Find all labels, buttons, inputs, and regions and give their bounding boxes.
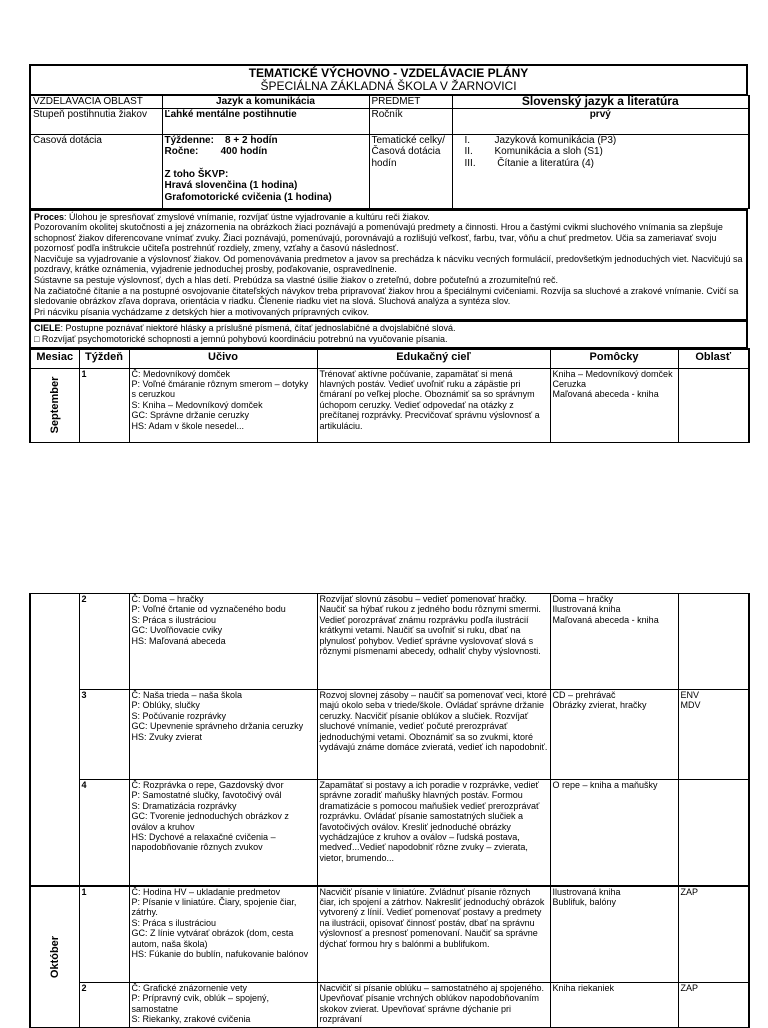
table-row <box>30 780 749 886</box>
ciel-cell: Rozvoj slovnej zásoby – naučiť sa pomenovať veci, ktoré majú okolo seba v triede/škole. Ovládať správne držanie ceruzky. Nacvičiť písanie oblúkov a slučiek. Rozvíjať sluchové vnímanie, vedieť počuté prerozprávať jednoduchými vetami. Oboznámiť sa so zvukmi, ktoré vydávajú známe domáce zvieratá, vedieť ich napodobniť. <box>317 690 550 780</box>
unit-item: I. Jazyková komunikácia (P3) <box>464 134 617 146</box>
proces-section <box>29 209 748 321</box>
ciel-cell: Nacvičiť písanie v liniatúre. Zvládnuť písanie rôznych čiar, ich spojení a zátrhov. Nakresliť jednoduchý obrázok vytvorený z línií. Vedieť pomenovať postavy a predmety na ilustrácii, opisovať činnosť postáv, dbať na správnu výslovnosť a presnosť pomenovaní. Naučiť sa správne dýchať formou hry s balónmi a bublifukom. <box>317 886 550 983</box>
week-cell: 2 <box>79 594 129 690</box>
ciele-line: □ Rozvíjať psychomotorické schopnosti a jemnú pohybovú koordináciu potrebnú na vyučovanie písania. <box>34 334 448 345</box>
area-value: Jazyk a komunikácia <box>162 96 369 109</box>
ciel-cell: Trénovať aktívne počúvanie, zapamätať si mená hlavných postáv. Vedieť uvoľniť ruku a zápästie pri čmáraní po veľkej ploche. Oboznámiť sa so správnym úchopom ceruzky. Vedieť odpovedať na otázky z prečítanej rozprávky. Precvičovať správnu výslovnosť a artikuláciu. <box>317 368 550 442</box>
info-table <box>29 95 750 209</box>
time-label: Časová dotácia <box>30 134 162 208</box>
oblast-cell <box>678 780 749 886</box>
time-yearly: Ročne: 400 hodín <box>164 146 268 157</box>
oblast-cell: ENV MDV <box>678 690 749 780</box>
ucivo-cell: Č: Hodina HV – ukladanie predmetov P: Písanie v liniatúre. Čiary, spojenie čiar, zátrhy. S: Práca s ilustráciou GC: Z línie vytvárať obrázok (dom, cesta autom, naša škola) HS: Fúkanie do bublín, nafukovanie balónov <box>129 886 317 983</box>
oblast-cell <box>678 594 749 690</box>
subject-label: PREDMET <box>369 96 452 109</box>
grade-value: prvý <box>452 108 749 134</box>
subject-value: Slovenský jazyk a literatúra <box>452 96 749 109</box>
unit-item: III. Čítanie a literatúra (4) <box>464 157 594 169</box>
skvp-item-2: Grafomotorické cvičenia (1 hodina) <box>164 191 332 203</box>
document-header <box>29 64 748 95</box>
week-cell: 1 <box>79 886 129 983</box>
col-month: Mesiac <box>30 349 79 369</box>
level-value: Ľahké mentálne postihnutie <box>162 108 369 134</box>
oblast-cell <box>678 368 749 442</box>
table-row <box>30 690 749 780</box>
ucivo-cell: Č: Rozprávka o repe, Gazdovský dvor P: Samostatné slučky, ľavotočivý ovál S: Dramatizácia rozprávky GC: Tvorenie jednoduchých obrázkov z oválov a kruhov HS: Dychové a relaxačné cvičenia – napodobňovanie rôznych zvukov <box>129 780 317 886</box>
ucivo-cell: Č: Doma – hračky P: Voľné črtanie od vyznačeného bodu S: Práca s ilustráciou GC: Uvoľňovacie cviky HS: Maľovaná abeceda <box>129 594 317 690</box>
month-cell <box>30 368 79 442</box>
pomocky-cell: Kniha riekaniek <box>550 983 678 1028</box>
proces-line: Na začiatočné čítanie a na postupné osvojovanie čitateľských návykov treba pripravovať žiakov hrou a špeciálnymi cvičeniami. Rozvíja sa sluchové a zrakové vnímanie. Cvičí sa sledovanie obrázkov zľava doprava, orientácia v riadku. Členenie riadku viet na slová. Sluchová analýza a syntéza slov. <box>34 285 739 307</box>
week-cell: 2 <box>79 983 129 1028</box>
plan-page-2 <box>29 593 748 1028</box>
ciel-cell: Nacvičiť si písanie oblúku – samostatného aj spojeného. Upevňovať písanie vrchných oblúkov napodobňovaním skokov zvierat. Upevňovať správne dýchanie pri rozprávaní <box>317 983 550 1028</box>
oblast-cell: ZAP <box>678 983 749 1028</box>
table-row <box>30 594 749 690</box>
proces-line: Pri nácviku písania vychádzame z detských hier a motivovaných prípravných cvikov. <box>34 306 369 317</box>
proces-label: Proces <box>34 211 65 222</box>
pomocky-cell: Kniha – Medovníkový domček Ceruzka Maľovaná abeceda - kniha <box>550 368 678 442</box>
month-label: Október <box>48 935 61 978</box>
oblast-cell: ZAP <box>678 886 749 983</box>
skvp-title: Z toho ŠKVP: <box>164 168 229 180</box>
col-ucivo: Učivo <box>129 349 317 369</box>
col-week: Týždeň <box>79 349 129 369</box>
ciele-line: : Postupne poznávať niektoré hlásky a príslušné písmená, čítať jednoslabičné a dvojslabičné slová. <box>60 323 456 334</box>
week-cell: 4 <box>79 780 129 886</box>
skvp-item-1: Hravá slovenčina (1 hodina) <box>164 180 298 191</box>
proces-line: : Úlohou je spresňovať zmyslové vnímanie, rozvíjať ústne vyjadrovanie a kultúru reči žiakov. <box>64 211 430 222</box>
school-name: ŠPECIÁLNA ZÁKLADNÁ ŠKOLA V ŽARNOVICI <box>260 79 517 93</box>
ciel-cell: Rozvíjať slovnú zásobu – vedieť pomenovať hračky. Naučiť sa hýbať rukou z jedného bodu rôznymi smermi. Vedieť porozprávať známu rozprávku podľa ilustrácií krátkymi vetami. Naučiť sa uvoľniť si ruku, dbať na plynulosť pohybov. Vedieť správne vyslovovať slová s rôznymi písmenami abecedy, odhaliť chyby výslovnosti. <box>317 594 550 690</box>
grade-label: Ročník <box>369 108 452 134</box>
ucivo-cell: Č: Grafické znázornenie vety P: Prípravný cvik, oblúk – spojený, samostatne S: Riekanky, zrakové cvičenia <box>129 983 317 1028</box>
proces-line: Sústavne sa pestuje výslovnosť, dych a hlas detí. Prebúdza sa vlastné úsilie žiakov o zreteľnú, dobre počuteľnú a zrozumiteľnú reč. <box>34 275 559 286</box>
col-oblast: Oblasť <box>678 349 749 369</box>
pomocky-cell: CD – prehrávač Obrázky zvierat, hračky <box>550 690 678 780</box>
col-pomocky: Pomôcky <box>550 349 678 369</box>
ciele-label: CIELE <box>34 323 61 334</box>
unit-item: II. Komunikácia a sloh (S1) <box>464 146 603 157</box>
ucivo-cell: Č: Medovníkový domček P: Voľné čmáranie rôznym smerom – dotyky s ceruzkou S: Kniha – Medovníkový domček GC: Správne držanie ceruzky HS: Adam v škole nesedel... <box>129 368 317 442</box>
week-cell: 1 <box>79 368 129 442</box>
proces-line: Nacvičuje sa vyjadrovanie a výslovnosť žiakov. Od pomenovávania predmetov a javov sa prechádza k nácviku vecných formulácií, predovšetkým jednoduchých viet. Nacvičujú sa pozdravy, krátke oznámenia, vyjadrenie jednoduchej prosby, poďakovanie, ospravedlnenie. <box>34 253 743 275</box>
pomocky-cell: Ilustrovaná kniha Bublifuk, balóny <box>550 886 678 983</box>
month-cell <box>30 886 79 1028</box>
ciele-section <box>29 320 748 347</box>
pomocky-cell: O repe – kniha a maňušky <box>550 780 678 886</box>
week-cell: 3 <box>79 690 129 780</box>
month-cell <box>30 594 79 886</box>
lesson-table <box>29 348 750 443</box>
plan-page-1 <box>29 64 748 443</box>
units-list <box>452 134 749 208</box>
time-weekly: Týždenne: 8 + 2 hodín <box>164 134 278 146</box>
time-value <box>162 134 369 208</box>
area-label: VZDELÁVACIA OBLASŤ <box>30 96 162 109</box>
ucivo-cell: Č: Naša trieda – naša škola P: Oblúky, slučky S: Počúvanie rozprávky GC: Upevnenie správneho držania ceruzky HS: Zvuky zvierat <box>129 690 317 780</box>
table-row <box>30 368 749 442</box>
month-label: September <box>48 376 61 434</box>
document-title: TEMATICKÉ VÝCHOVNO - VZDELÁVACIE PLÁNY <box>248 66 529 80</box>
col-ciel: Edukačný cieľ <box>317 349 550 369</box>
table-row <box>30 983 749 1028</box>
level-label: Stupeň postihnutia žiakov <box>30 108 162 134</box>
ciel-cell: Zapamätať si postavy a ich poradie v rozprávke, vedieť správne zoradiť maňušky hlavných postáv. Formou dramatizácie s pomocou maňušiek vedieť prerozprávať rozprávku. Ovládať písanie samostatných slučiek a ľavotočivých oválov. Kresliť jednoduché obrázky vychádzajúce z kruhov a oválov – ľudská postava, medveď...Vedieť napodobniť rôzne zvuky – zvierata, vietor, brumendo... <box>317 780 550 886</box>
proces-line: Pozorovaním okolitej skutočnosti a jej znázornenia na obrázkoch žiaci poznávajú a pomenúvajú predmety a činnosti. Hrou a častými cvikmi sluchového vnímania sa zlepšuje schopnosť žiakov diferencovane vnímať zvuky. Žiaci poznávajú, pomenúvajú, porovnávajú a rozlišujú veľkosť, farbu, tvar, vôňu a chuť predmetov. Učia sa zameriavať svoju pozornosť podľa inštrukcie učiteľa postrehnúť rozdiely, zmeny, vzťahy a časovú následnosť. <box>34 222 723 254</box>
table-row <box>30 886 749 983</box>
units-label: Tematické celky/ Časová dotácia hodín <box>369 134 452 208</box>
pomocky-cell: Doma – hračky Ilustrovaná kniha Maľovaná abeceda - kniha <box>550 594 678 690</box>
lesson-table-continued <box>29 593 750 1028</box>
